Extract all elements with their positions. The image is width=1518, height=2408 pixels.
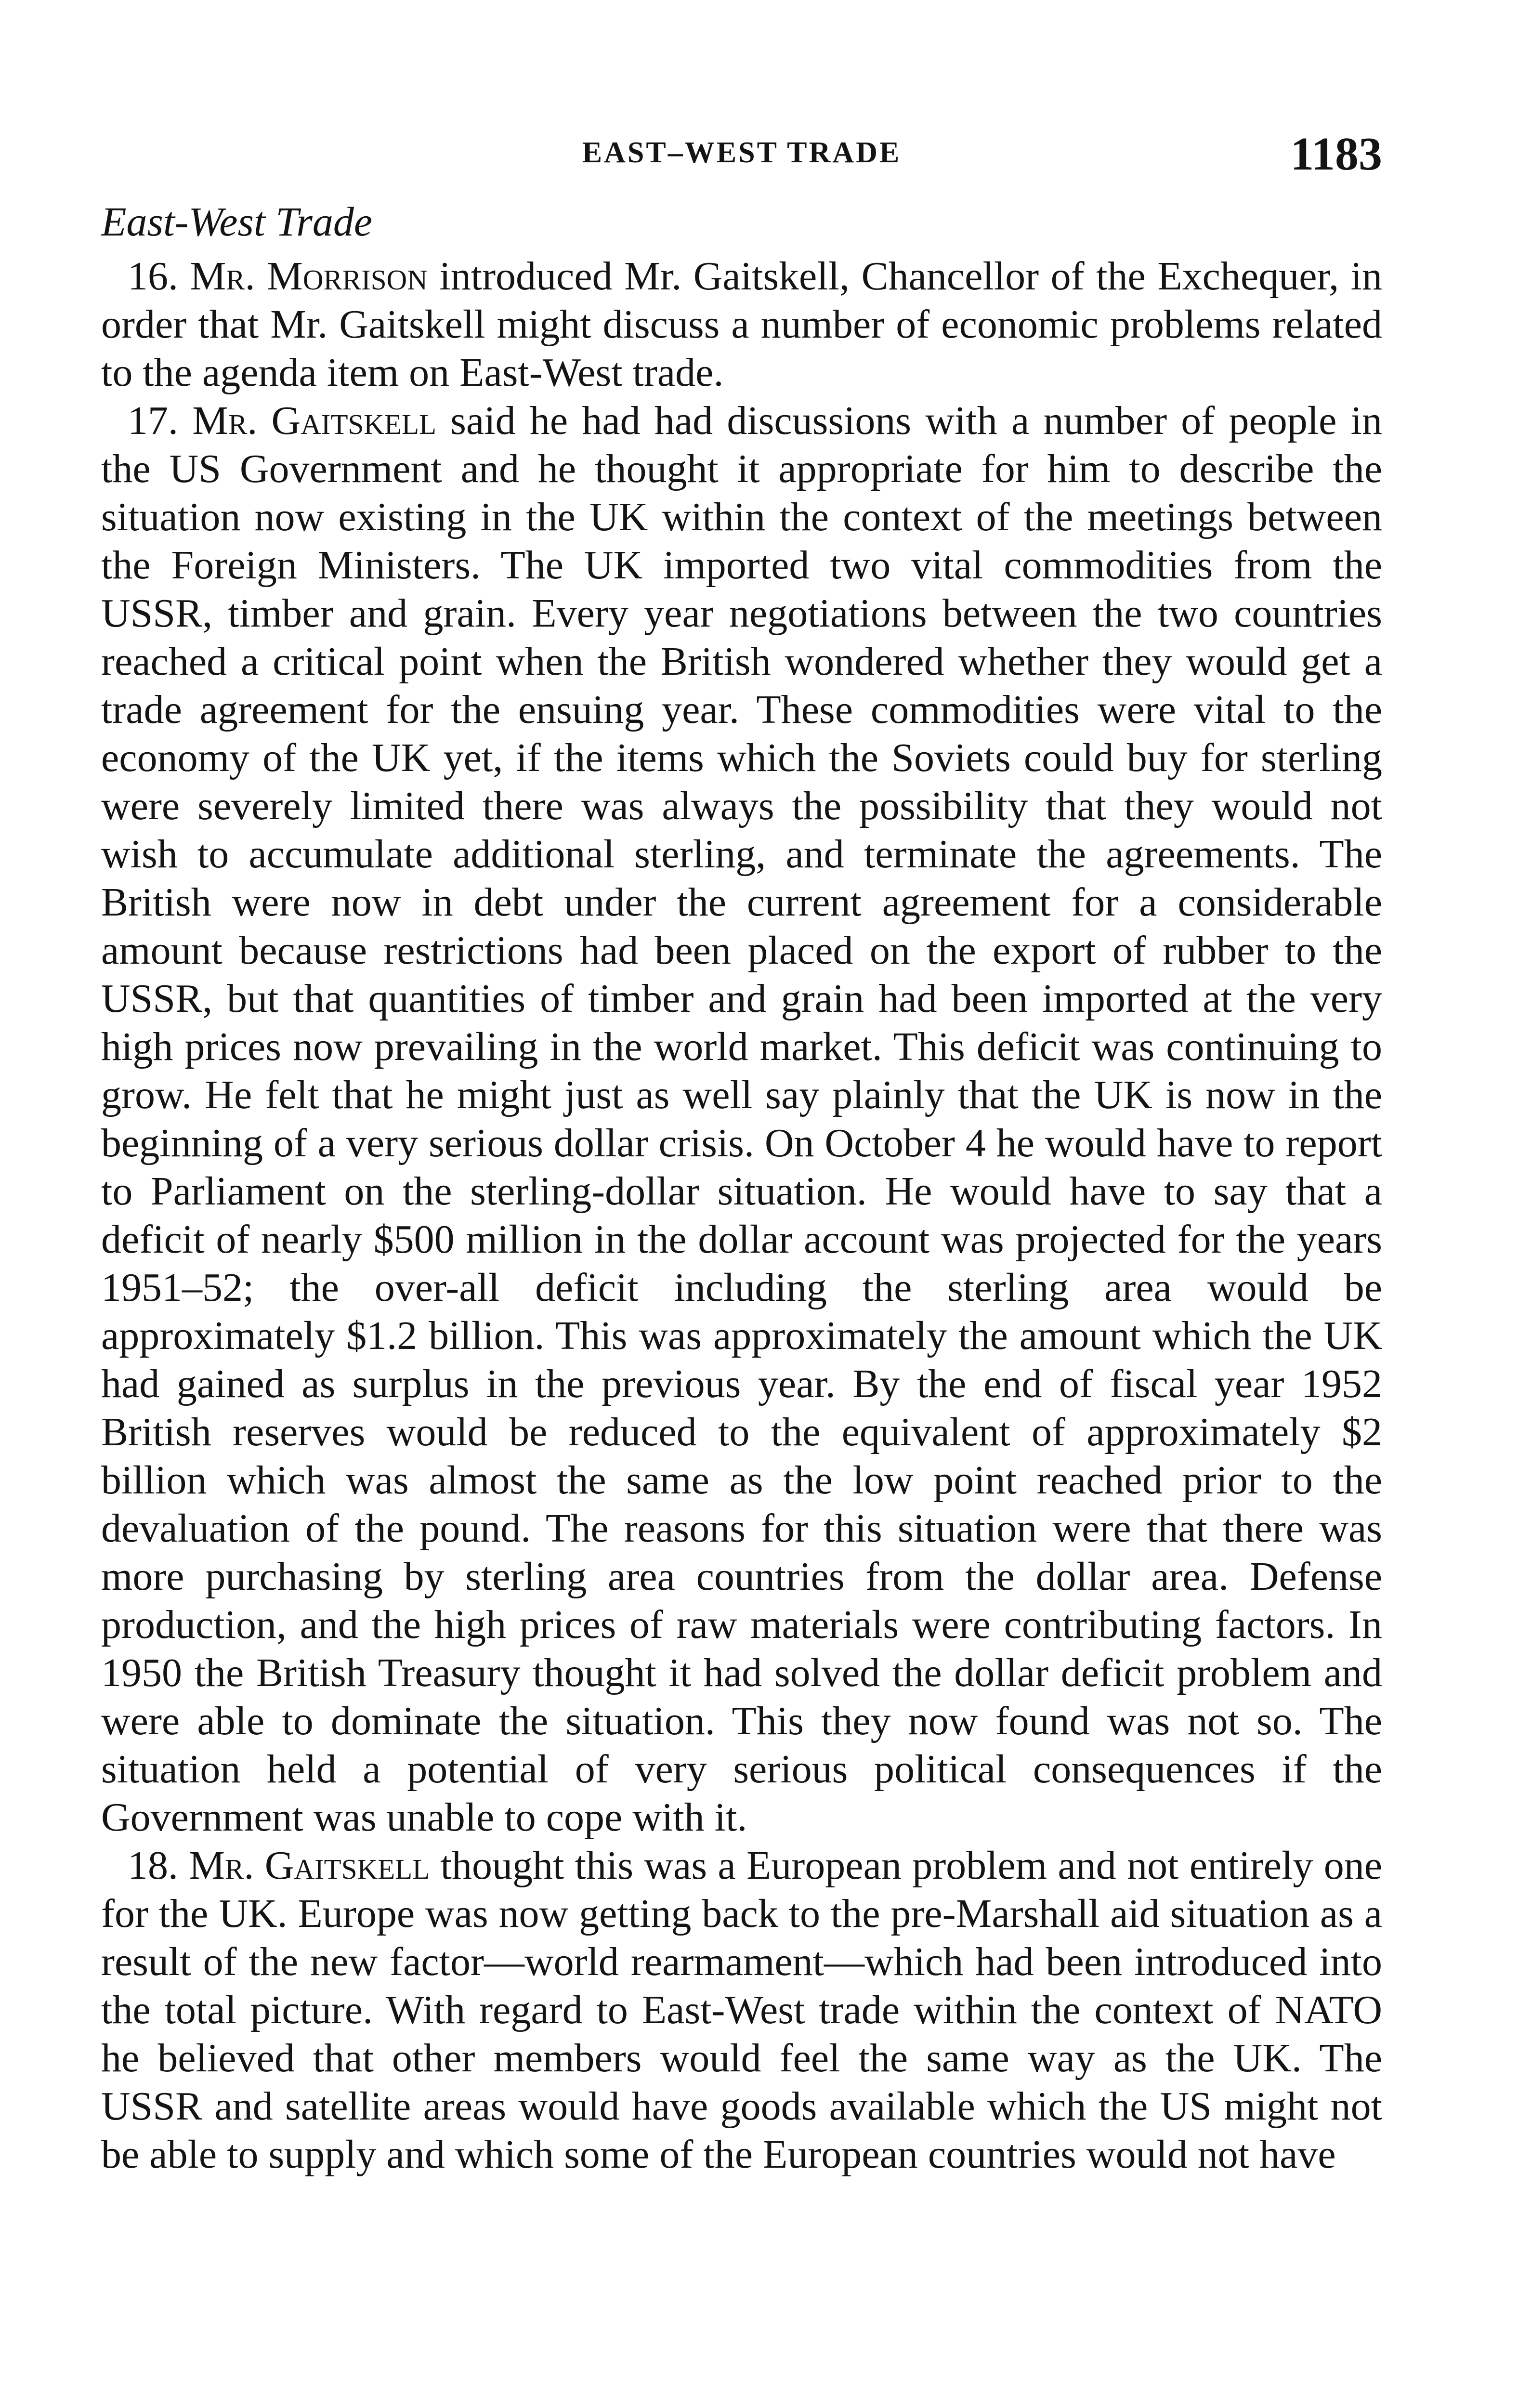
paragraph-16 [101, 252, 1382, 397]
body-text [101, 197, 1382, 2179]
paragraph-17 [101, 397, 1382, 1842]
paragraph-18 [101, 1842, 1382, 2179]
page-number: 1183 [1290, 128, 1382, 180]
paragraph-text: thought this was a European problem and not entirely one for the UK. Europe was now getting back to the pre-Marshall aid situation as a result of the new factor—world rearmament—which had been introduced into the total picture. With regard to East-West trade within the context of NATO he believed that other members would feel the same way as the UK. The USSR and satellite areas would have goods available which the US might not be able to supply and which some of the European countries would not have [101, 1843, 1383, 2177]
speaker-name: Mr. Gaitskell [189, 1843, 430, 1888]
speaker-name: Mr. Morrison [190, 254, 428, 299]
running-head [101, 128, 1382, 180]
paragraph-text: introduced Mr. Gaitskell, Chancellor of the Exchequer, in order that Mr. Gaitskell might discuss a number of economic problems related to the agenda item on East-West trade. [101, 254, 1383, 395]
running-title: EAST–WEST TRADE [582, 136, 902, 169]
speaker-name: Mr. Gaitskell [192, 398, 437, 443]
section-title: East-West Trade [101, 198, 373, 245]
paragraph-text: said he had had discussions with a number of people in the US Government and he thought it appropriate for him to describe the situation now existing in the UK within the context of the meetings between the Foreign Ministers. The UK imported two vital commodities from the USSR, timber and grain. Every year negotiations between the two countries reached a critical point when the British wondered whether they would get a trade agreement for the ensuing year. These commodities were vital to the economy of the UK yet, if the items which the Soviets could buy for sterling were severely limited there was always the possibility that they would not wish to accumulate additional sterling, and terminate the agreements. The British were now in debt under the current agreement for a considerable amount because restrictions had been placed on the export of rubber to the USSR, but that quantities of timber and grain had been imported at the very high prices now prevailing in the world market. This deficit was continuing to grow. He felt that he might just as well say plainly that the UK is now in the beginning of a very serious dollar crisis. On October 4 he would have to report to Parliament on the sterling-dollar situation. He would have to say that a deficit of nearly $500 million in the dollar account was projected for the years 1951–52; the over-all deficit including the sterling area would be approximately $1.2 billion. This was approximately the amount which the UK had gained as surplus in the previous year. By the end of fiscal year 1952 British reserves would be reduced to the equivalent of approximately $2 billion which was almost the same as the low point reached prior to the devaluation of the pound. The reasons for this situation were that there was more purchasing by sterling area countries from the dollar area. Defense production, and the high prices of raw materials were contributing factors. In 1950 the British Treasury thought it had solved the dollar deficit problem and were able to dominate the situation. This they now found was not so. The situation held a potential of very serious political consequences if the Government was unable to cope with it. [101, 398, 1383, 1840]
paragraph-number: 17. [128, 398, 178, 443]
paragraph-number: 16. [128, 254, 178, 299]
paragraph-number: 18. [128, 1843, 178, 1888]
